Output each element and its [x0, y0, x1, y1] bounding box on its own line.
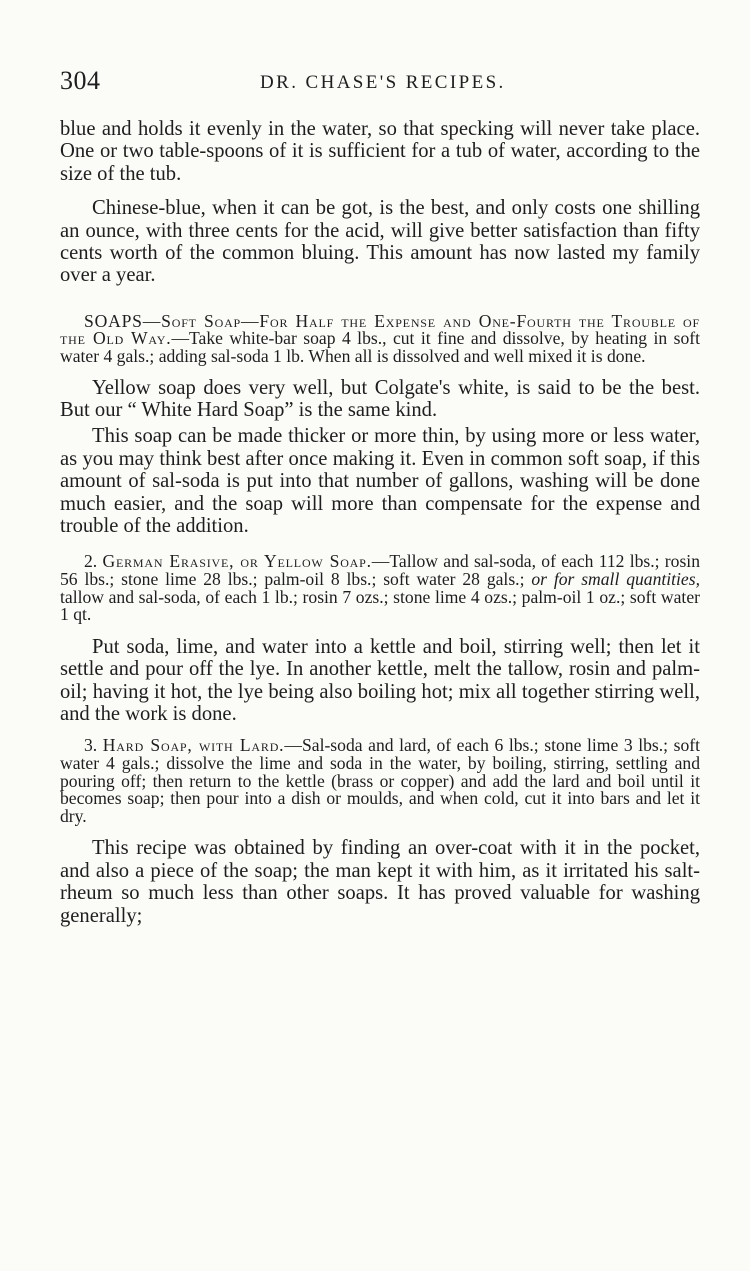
recipe-hard-soap [60, 737, 700, 825]
recipe-text-soft-soap: —Take white-bar soap 4 lbs., cut it fine and dissolve, by heating in soft water 4 gals.; adding sal-soda 1 lb. When all is dissolved and well mixed it is done. [60, 328, 701, 367]
paragraph-put-soda: Put soda, lime, and water into a kettle and boil, stirring well; then let it settle and pour off the lye. In another kettle, melt the tallow, rosin and palm-oil; having it hot, the lye being also boiling hot; mix all together stirring well, and the work is done. [60, 635, 700, 726]
recipe-text-german-a: —Tallow and sal-soda, of each 112 lbs.; rosin 56 lbs.; stone lime 28 lbs.; palm-oil 8 lbs.; soft water 28 gals.; [60, 551, 700, 590]
recipe-soft-soap [60, 310, 701, 367]
recipe-italic-small-quantities: or for small quantities, [531, 569, 700, 590]
recipe-heading-hard-soap: Hard Soap, with Lard. [102, 735, 285, 756]
paragraph-soap-thickness: This soap can be made thicker or more thin, by using more or less water, as you may think best after once making it. Even in common soft soap, if this amount of sal-soda is put into that number of gallons, washing will be done much easier, and the soap will more than compensate for the expense and trouble of the addition. [60, 425, 700, 538]
running-head [60, 66, 700, 106]
recipe-number: 2. [84, 551, 98, 572]
recipe-heading-german-erasive: German Erasive, or Yellow Soap. [102, 551, 372, 572]
paragraph-chinese-blue: Chinese-blue, when it can be got, is the best, and only costs one shilling an ounce, with three cents for the acid, will give better satisfaction than fifty cents worth of the common bluing. This amount has now lasted my family over a year. [60, 197, 700, 287]
recipe-text-german-b: tallow and sal-soda, of each 1 lb.; rosin 7 ozs.; stone lime 4 ozs.; palm-oil 1 oz.; soft water 1 qt. [60, 586, 700, 625]
page-number: 304 [60, 66, 101, 95]
recipe-text-hard-soap: —Sal-soda and lard, of each 6 lbs.; stone lime 3 lbs.; soft water 4 gals.; dissolve the lime and soda in the water, by boiling, stirring, settling and pouring off; then return to the kettle (brass or copper) and add the lard and boil until it becomes soap; then pour into a dish or moulds, and when cold, cut it into bars and let it dry. [60, 735, 700, 826]
page-text [60, 118, 700, 927]
recipe-heading-soft-soap: SOAPS—Soft Soap—For Half the Expense and One-Fourth the Trouble of the Old Way. [60, 310, 700, 349]
running-title: DR. CHASE'S RECIPES. [260, 72, 506, 93]
paragraph-yellow-soap: Yellow soap does very well, but Colgate's white, is said to be the best. But our “ White Hard Soap” is the same kind. [60, 376, 700, 422]
recipe-number: 3. [84, 735, 98, 756]
paragraph-recipe-origin: This recipe was obtained by finding an over-coat with it in the pocket, and also a piece of the soap; the man kept it with him, as it irritated his salt-rheum so much less than other soaps. It has proved valuable for washing generally; [60, 837, 700, 927]
recipe-german-erasive [60, 553, 700, 623]
paragraph-bluing-continued: blue and holds it evenly in the water, so that specking will never take place. One or two table-spoons of it is sufficient for a tub of water, according to the size of the tub. [60, 118, 700, 185]
book-page [60, 66, 700, 927]
